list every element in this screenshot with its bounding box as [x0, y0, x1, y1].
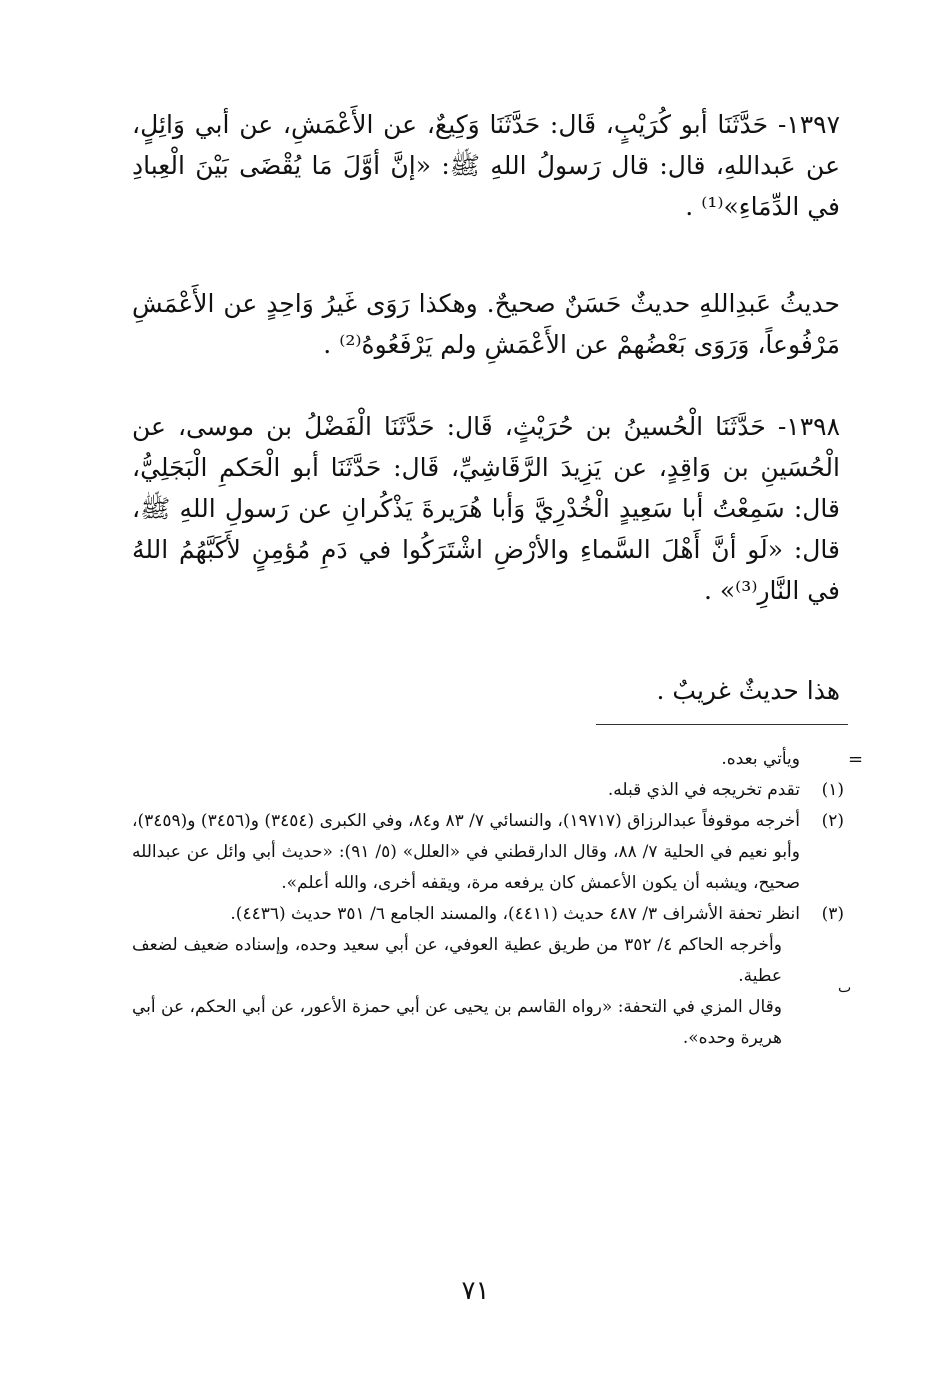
footnote-1 [132, 775, 844, 806]
footnote-text: انظر تحفة الأشراف ٣/ ٤٨٧ حديث (٤٤١١)، والمسند الجامع ٦/ ٣٥١ حديث (٤٤٣٦). [230, 904, 800, 924]
footnote-text: وقال المزي في التحفة: «رواه القاسم بن يحيى عن أبي حمزة الأعور، عن أبي الحكم، عن أبي هريرة وحده». [132, 997, 782, 1048]
footnote-text: تقدم تخريجه في الذي قبله. [607, 780, 800, 800]
continuation-mark: = [848, 749, 864, 770]
footnote-continuation [132, 744, 844, 775]
page-number: ٧١ [461, 1276, 490, 1306]
footnote-number: (٢) [821, 811, 844, 831]
footnote-text: وأخرجه الحاكم ٤/ ٣٥٢ من طريق عطية العوفي، عن أبي سعيد وحده، وإسناده ضعيف لضعف عطية. [132, 935, 782, 986]
hadith-1398-commentary: هذا حديثٌ غريبٌ . [656, 676, 840, 705]
footnote-3-extra-1 [132, 930, 844, 992]
footnote-3 [132, 899, 844, 930]
footnote-continuation-text: ويأتي بعده. [721, 749, 800, 769]
hadith-1398: ١٣٩٨- حَدَّثَنَا الْحُسينُ بن حُرَيْثٍ، قَال: حَدَّثَنَا الْفَضْلُ بن موسى، عن الْحُسَينِ بن وَاقِدٍ، عن يَزِيدَ الرَّقَاشِيِّ، قَال: حَدَّثَنَا أبو الْحَكمِ الْبَجَلِيُّ، قال: سَمِعْتُ أبا سَعِيدٍ الْخُدْرِيَّ وَأبا هُرَيرةَ يَذْكُرانِ عن رَسولِ اللهِ ﷺ، قال: «لَو أنَّ أَهْلَ السَّماءِ والأرْضِ اشْتَرَكُوا في دَمِ مُؤمِنٍ لأَكَبَّهُمُ اللهُ في النَّارِ⁽³⁾» . [132, 412, 840, 605]
hadith-1397: ١٣٩٧- حَدَّثَنَا أبو كُرَيْبٍ، قَال: حَدَّثَنَا وَكِيعٌ، عن الأَعْمَشِ، عن أبي وَائِلٍ، عن عَبداللهِ، قال: قال رَسولُ اللهِ ﷺ: «إنَّ أوَّلَ مَا يُقْضَى بَيْنَ الْعِبادِ في الدِّمَاءِ»⁽¹⁾ . [132, 110, 840, 221]
footnote-number: (٣) [821, 904, 844, 924]
footnote-3-extra-2 [132, 992, 844, 1054]
footnote-2 [132, 806, 844, 899]
footnote-number: (١) [821, 780, 844, 800]
footnote-divider [596, 724, 848, 725]
footnotes [132, 744, 844, 1054]
margin-tick: ٮ [838, 980, 852, 996]
footnote-text: أخرجه موقوفاً عبدالرزاق (١٩٧١٧)، والنسائي ٧/ ٨٣ و٨٤، وفي الكبرى (٣٤٥٤) و(٣٤٥٦) و(٣٤٥٩)، وأبو نعيم في الحلية ٧/ ٨٨، وقال الدارقطني في «العلل» (٥/ ٩١): «حديث أبي وائل عن عبدالله صحيح، ويشبه أن يكون الأعمش كان يرفعه مرة، ويقفه أخرى، والله أعلم». [132, 811, 800, 893]
hadith-1397-commentary: حديثُ عَبدِاللهِ حديثٌ حَسَنٌ صحيحٌ. وهكذا رَوَى غَيرُ وَاحِدٍ عن الأَعْمَشِ مَرْفُوعاً، وَرَوَى بَعْضُهمْ عن الأَعْمَشِ ولم يَرْفَعُوهُ⁽²⁾ . [132, 289, 840, 359]
